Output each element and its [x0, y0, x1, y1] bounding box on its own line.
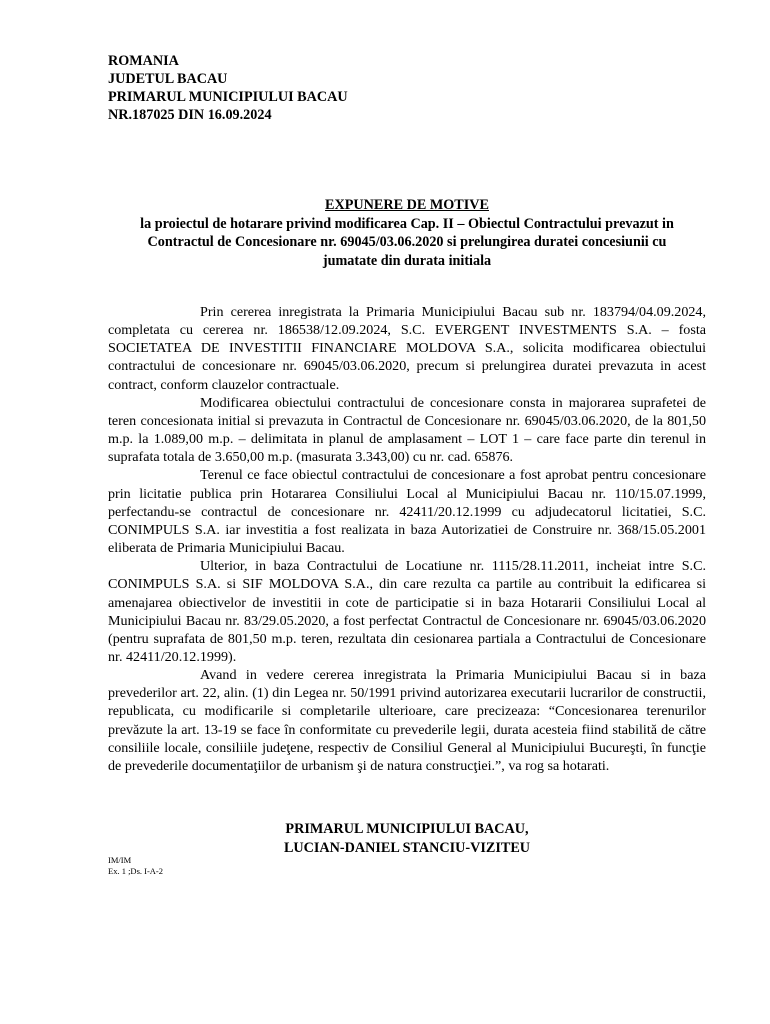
signature-title: PRIMARUL MUNICIPIULUI BACAU,: [285, 821, 529, 837]
document-body: [108, 303, 706, 775]
body-paragraph: Terenul ce face obiectul contractului de concesionare a fost aprobat pentru concesionare prin licitatie publica prin Hotararea Consiliului Local al Municipiului Bacau nr. 110/15.07.1999, perfectandu-se contractul de concesionare nr. 42411/20.12.1999 cu adjudecatorul licitatiei, S.C. CONIMPULS S.A. iar investitia a fost realizata in baza Autorizatiei de Construire nr. 368/15.05.2001 eliberata de Primaria Municipiului Bacau.: [108, 467, 706, 557]
header-county: JUDETUL BACAU: [108, 71, 228, 87]
footer-copy-info: Ex. 1 ;Ds. I-A-2: [108, 866, 164, 876]
document-title: [108, 196, 706, 270]
header-country: ROMANIA: [108, 53, 179, 69]
document-header: [108, 52, 348, 124]
title-main: EXPUNERE DE MOTIVE: [325, 197, 489, 213]
footer-initials: IM/IM: [108, 855, 132, 865]
title-line-3: jumatate din durata initiala: [322, 252, 492, 269]
body-paragraph: Ulterior, in baza Contractului de Locatiune nr. 1115/28.11.2011, incheiat intre S.C. CONIMPULS S.A. si SIF MOLDOVA S.A., din care rezulta ca partile au contribuit la edificarea si amenajarea obiectivelor de investitii in cote de participatie si in baza Hotararii Consiliului Local al Municipiului Bacau nr. 83/29.05.2020, a fost perfectat Contractul de Concesionare nr. 69045/03.06.2020 (pentru suprafata de 801,50 m.p. teren, rezultata din cesionarea partiala a Contractului de Concesionare nr. 42411/20.12.1999).: [108, 558, 706, 665]
header-registration-number: NR.187025 DIN 16.09.2024: [108, 107, 272, 123]
title-line-1: la proiectul de hotarare privind modificarea Cap. II – Obiectul Contractului prevazut in: [140, 215, 674, 232]
signature-block: [108, 820, 706, 857]
body-paragraph: Avand in vedere cererea inregistrata la Primaria Municipiului Bacau si in baza prevederilor art. 22, alin. (1) din Legea nr. 50/1991 privind autorizarea executarii lucrarilor de constructii, republicata, cu modificarile si completarile ulterioare, care precizeaza: “Concesionarea terenurilor prevăzute la art. 13-19 se face în conformitate cu prevederile legii, durata acesteia fiind stabilită de către consiliile locale, consiliile judeţene, respectiv de Consiliul General al Municipiului Bucureşti, în funcţie de prevederile documentaţiilor de urbanism şi de natura construcţiei.”, va rog sa hotarati.: [108, 667, 706, 774]
body-paragraph: Prin cererea inregistrata la Primaria Municipiului Bacau sub nr. 183794/04.09.2024, completata cu cererea nr. 186538/12.09.2024, S.C. EVERGENT INVESTMENTS S.A. – fosta SOCIETATEA DE INVESTITII FINANCIARE MOLDOVA S.A., solicita modificarea obiectului contractului de concesionare nr. 69045/03.06.2020, precum si prelungirea duratei prevazuta in acest contract, conform clauzelor contractuale.: [108, 304, 706, 393]
header-institution: PRIMARUL MUNICIPIULUI BACAU: [108, 89, 348, 105]
body-paragraph: Modificarea obiectului contractului de concesionare consta in majorarea suprafetei de teren concesionata initial si prevazuta in Contractul de Concesionare nr. 69045/03.06.2020, de la 801,50 m.p. la 1.089,00 m.p. – delimitata in planul de amplasament – LOT 1 – care face parte din terenul in suprafata totala de 3.650,00 m.p. (masurata 3.343,00) cu nr. cad. 65876.: [108, 394, 706, 466]
title-line-2: Contractul de Concesionare nr. 69045/03.06.2020 si prelungirea duratei concesiunii cu: [147, 234, 667, 250]
signature-name: LUCIAN-DANIEL STANCIU-VIZITEU: [283, 839, 531, 856]
document-footer: [108, 855, 163, 877]
